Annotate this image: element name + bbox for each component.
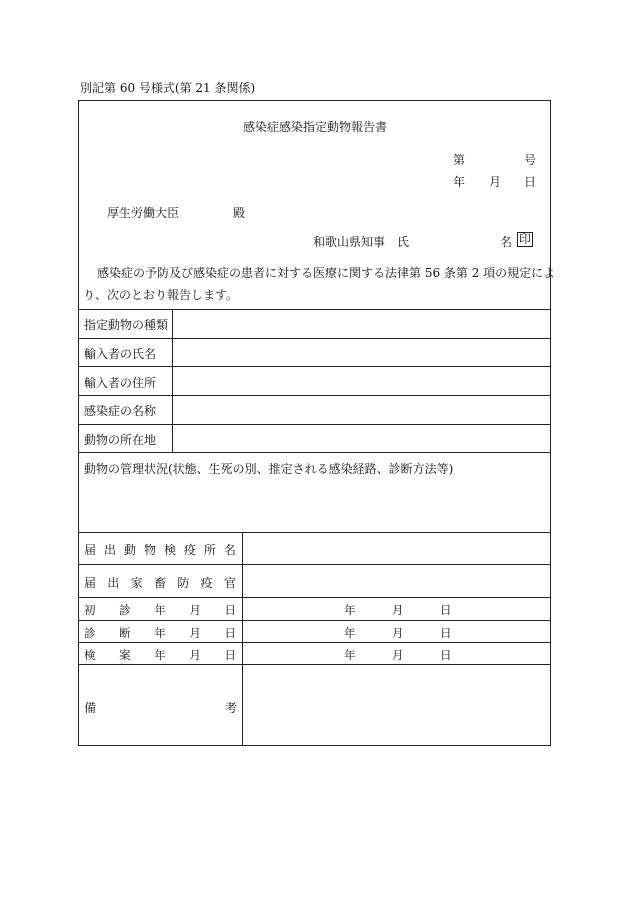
rule <box>78 452 551 453</box>
addressee-honorific: 殿 <box>233 206 246 220</box>
date-month-label: 月 <box>489 175 502 189</box>
value-animal-location[interactable] <box>174 426 549 451</box>
rule <box>78 620 551 621</box>
rule <box>78 395 551 396</box>
rule <box>78 338 551 339</box>
row-label-disease-name: 感染症の名称 <box>84 404 157 418</box>
row-label-animal-location: 動物の所在地 <box>84 433 157 447</box>
value-importer-address[interactable] <box>174 368 549 394</box>
row-label-quarantine-office: 届 出 動 物 検 疫 所 名 <box>84 543 236 557</box>
first-exam-month-label: 月 <box>392 603 404 617</box>
row-label-importer-name: 輸入者の氏名 <box>84 347 157 361</box>
management-status-label: 動物の管理状況(状態、生死の別、推定される感染経路、診断方法等) <box>84 462 454 476</box>
diagnosis-year-label: 年 <box>344 626 356 640</box>
column-divider <box>242 532 243 746</box>
value-disease-name[interactable] <box>174 397 549 423</box>
diagnosis-day-label: 日 <box>440 626 452 640</box>
addressee-name: 厚生労働大臣 <box>107 206 180 220</box>
form-label: 別記第 60 号様式(第 21 条関係) <box>80 81 256 95</box>
rule <box>78 424 551 425</box>
row-label-importer-address: 輸入者の住所 <box>84 376 157 390</box>
seal-mark <box>517 232 533 247</box>
rule <box>78 366 551 367</box>
postmortem-month-label: 月 <box>392 648 404 662</box>
remarks-label-right: 考 <box>225 701 238 715</box>
rule <box>78 309 551 310</box>
row-label-diagnosis-date: 診 断 年 月 日 <box>84 626 236 640</box>
rule <box>78 564 551 565</box>
rule <box>78 664 551 665</box>
value-importer-name[interactable] <box>174 340 549 365</box>
rule <box>78 532 551 533</box>
seal-text: 印 <box>519 232 532 246</box>
postmortem-year-label: 年 <box>344 648 356 662</box>
value-quarantine-officer[interactable] <box>244 566 549 596</box>
column-divider <box>172 309 173 452</box>
postmortem-day-label: 日 <box>440 648 452 662</box>
management-status-value[interactable] <box>80 478 549 530</box>
number-prefix: 第 <box>453 153 466 167</box>
row-label-first-exam-date: 初 診 年 月 日 <box>84 603 236 617</box>
sender-name-label: 名 <box>500 235 513 249</box>
first-exam-day-label: 日 <box>440 603 452 617</box>
remarks-label-left: 備 <box>84 701 97 715</box>
value-remarks[interactable] <box>244 666 549 744</box>
first-exam-year-label: 年 <box>344 603 356 617</box>
row-label-animal-type: 指定動物の種類 <box>84 318 169 332</box>
value-quarantine-office[interactable] <box>244 534 549 563</box>
statement-line-2: り、次のとおり報告します。 <box>83 288 239 302</box>
date-year-label: 年 <box>453 175 466 189</box>
date-day-label: 日 <box>524 175 537 189</box>
number-suffix: 号 <box>524 153 537 167</box>
value-animal-type[interactable] <box>174 311 549 337</box>
statement-line-1: 感染症の予防及び感染症の患者に対する医療に関する法律第 56 条第 2 項の規定によ <box>97 266 556 280</box>
diagnosis-month-label: 月 <box>392 626 404 640</box>
rule <box>78 642 551 643</box>
row-label-postmortem-date: 検 案 年 月 日 <box>84 648 236 662</box>
rule <box>78 597 551 598</box>
form-title: 感染症感染指定動物報告書 <box>242 120 387 134</box>
sender-title: 和歌山県知事 氏 <box>313 235 410 249</box>
row-label-quarantine-officer: 届 出 家 畜 防 疫 官 <box>84 576 236 590</box>
